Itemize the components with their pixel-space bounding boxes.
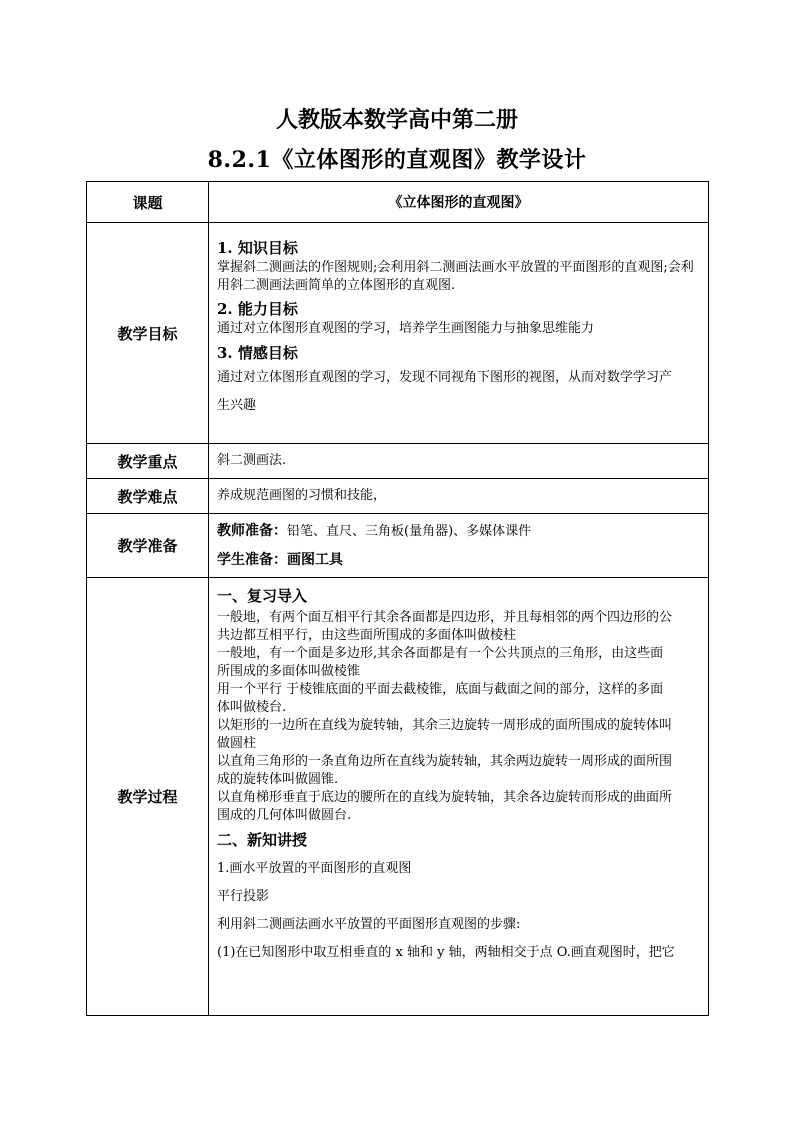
item-steps-intro: 利用斜二测画法画水平放置的平面图形直观图的步骤: <box>217 917 521 932</box>
frustum-cone-def-1: 以直角梯形垂直于底边的腰所在的直线为旋转轴，其余各边旋转而形成的曲面所 <box>217 790 673 805</box>
document-subtitle: 8.2.1《立体图形的直观图》教学设计 <box>207 147 587 173</box>
frustum-def-1: 用一个平行 于棱锥底面的平面去截棱锥，底面与截面之间的部分，这样的多面 <box>217 682 664 697</box>
document-title: 人教版本数学高中第二册 <box>275 107 518 133</box>
emotion-text-1: 通过对立体图形直观图的学习，发现不同视角下图形的视图，从而对数学学习产 <box>217 370 673 385</box>
emotion-num: 3. <box>217 344 233 362</box>
item-oblique-plane: 1.画水平放置的平面图形的直观图 <box>217 861 412 876</box>
key-point-value: 斜二测画法. <box>209 444 709 479</box>
emotion-title: 情感目标 <box>237 344 298 362</box>
item-step-1: (1)在已知图形中取互相垂直的 x 轴和 y 轴，两轴相交于点 O.画直观图时，把它 <box>217 945 675 960</box>
topic-label: 课题 <box>87 182 209 223</box>
knowledge-title: 知识目标 <box>237 239 298 257</box>
knowledge-text: 掌握斜二测画法的作图规则;会利用斜二测画法画水平放置的平面图形的直观图;会利用斜二测画法画简单的立体图形的直观图. <box>217 260 694 293</box>
objectives-row <box>87 223 709 444</box>
process-content <box>209 578 709 1016</box>
objectives-label: 教学目标 <box>87 223 209 444</box>
process-row <box>87 578 709 1016</box>
pyramid-def-2: 所围成的多面体叫做棱锥 <box>217 664 361 679</box>
objectives-content <box>209 223 709 444</box>
section-review-heading: 一、复习导入 <box>217 587 308 605</box>
frustum-def-2: 体叫做棱台. <box>217 700 287 715</box>
frustum-cone-def-2: 围成的几何体叫做圆台. <box>217 808 352 823</box>
cylinder-def-1: 以矩形的一边所在直线为旋转轴，其余三边旋转一周形成的面所围成的旋转体叫 <box>217 718 673 733</box>
student-prep-label: 学生准备： <box>217 551 287 568</box>
cone-def-2: 成的旋转体叫做圆锥. <box>217 772 339 787</box>
topic-value: 《立体图形的直观图》 <box>209 182 709 223</box>
preparation-row <box>87 514 709 578</box>
knowledge-num: 1. <box>217 239 233 257</box>
difficulty-row <box>87 479 709 514</box>
ability-text: 通过对立体图形直观图的学习，培养学生画图能力与抽象思维能力 <box>217 321 595 336</box>
lesson-plan-table <box>86 181 709 1016</box>
student-prep-value: 画图工具 <box>287 551 343 568</box>
pyramid-def-1: 一般地，有一个面是多边形,其余各面都是有一个公共顶点的三角形，由这些面 <box>217 646 664 661</box>
prism-def-2: 共边都互相平行，由这些面所围成的多面体叫做棱柱 <box>217 628 517 643</box>
cylinder-def-2: 做圆柱 <box>217 736 257 751</box>
emotion-text-2: 生兴趣 <box>217 398 257 413</box>
ability-num: 2. <box>217 300 233 318</box>
teacher-prep-label: 教师准备： <box>217 522 287 539</box>
item-parallel-projection: 平行投影 <box>217 889 270 904</box>
cone-def-1: 以直角三角形的一条直角边所在直线为旋转轴，其余两边旋转一周形成的面所围 <box>217 754 673 769</box>
section-new-heading: 二、新知讲授 <box>217 831 308 849</box>
difficulty-label: 教学难点 <box>87 479 209 514</box>
preparation-label: 教学准备 <box>87 514 209 578</box>
difficulty-value: 养成规范画图的习惯和技能， <box>209 479 709 514</box>
topic-row <box>87 182 709 223</box>
prism-def-1: 一般地，有两个面互相平行其余各面都是四边形，并且每相邻的两个四边形的公 <box>217 610 673 625</box>
process-label: 教学过程 <box>87 578 209 1016</box>
key-point-row <box>87 444 709 479</box>
key-point-label: 教学重点 <box>87 444 209 479</box>
preparation-content <box>209 514 709 578</box>
ability-title: 能力目标 <box>237 300 298 318</box>
teacher-prep-value: 铅笔、直尺、三角板(量角器)、多媒体课件 <box>287 523 532 539</box>
